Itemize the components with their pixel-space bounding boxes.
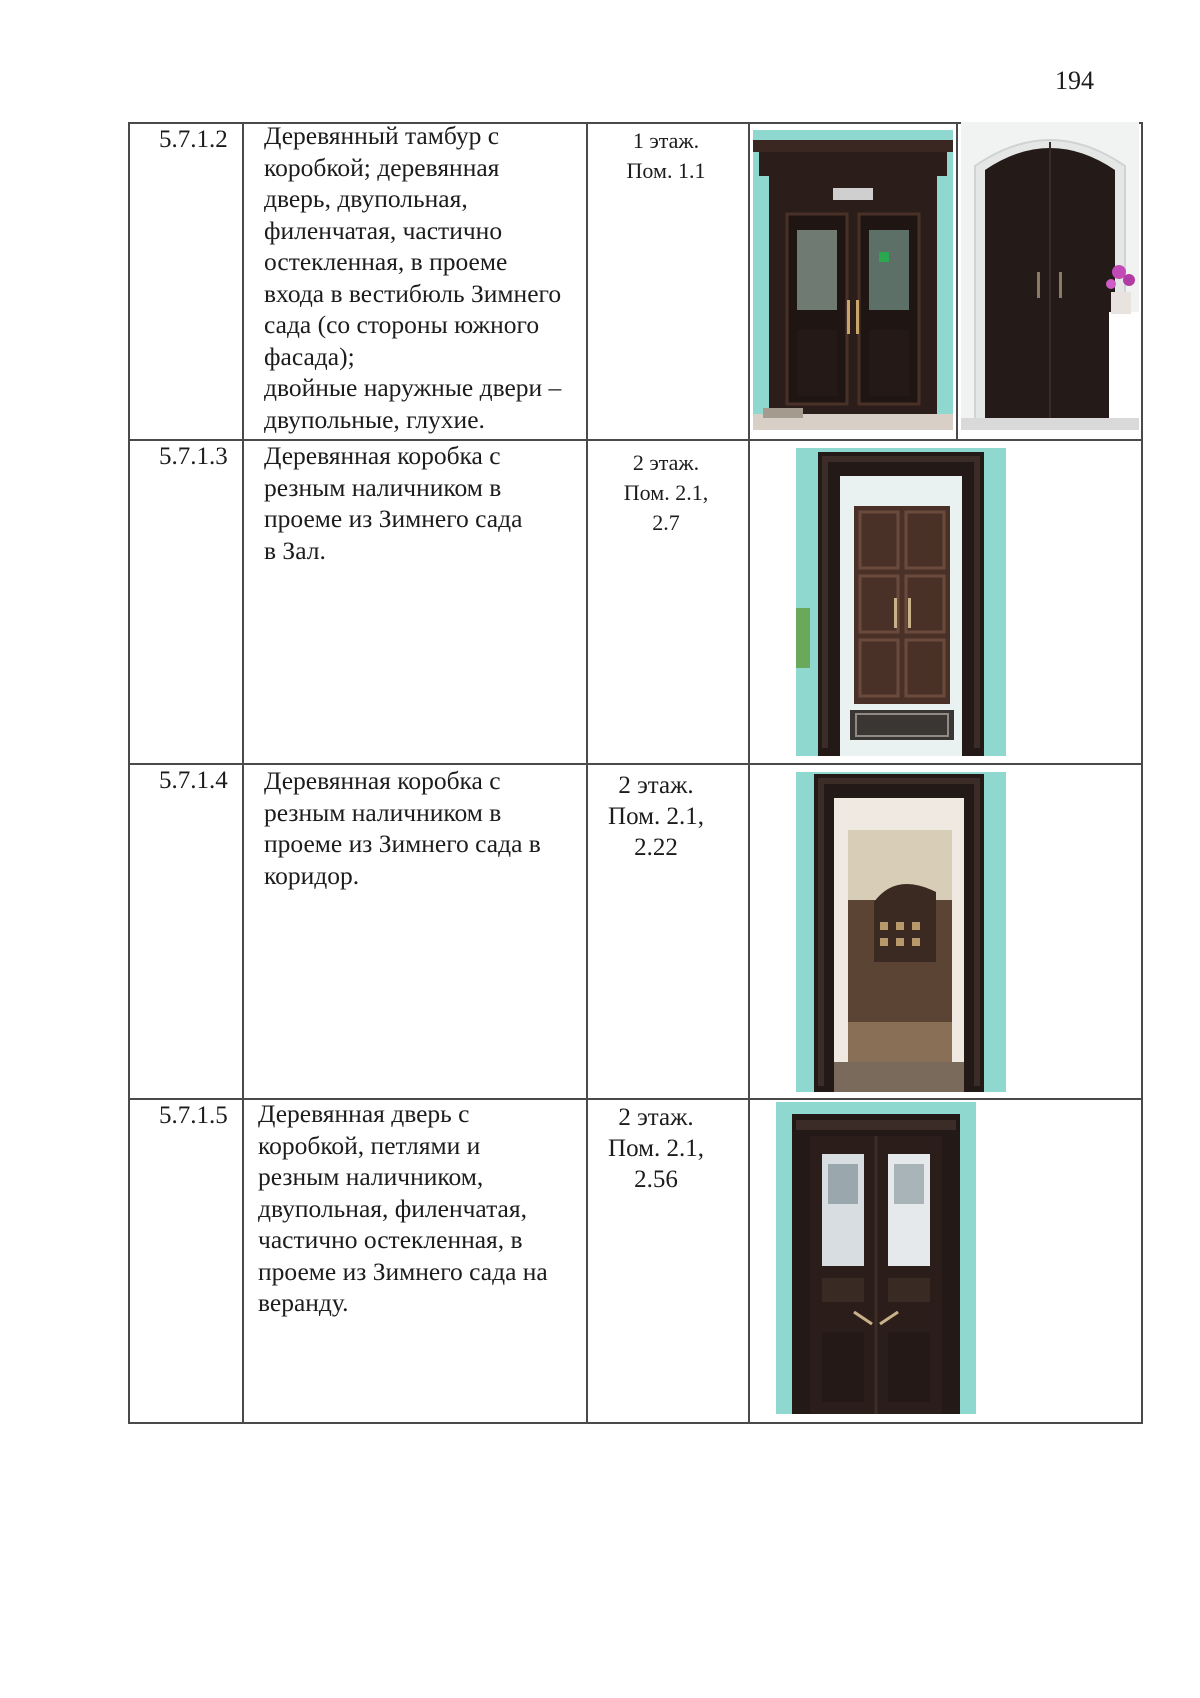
table-border-left <box>128 122 130 1424</box>
row-location: 2 этаж. Пом. 2.1, 2.22 <box>608 772 704 861</box>
row-description: Деревянная коробка с резным наличником в проеме из Зимнего сада в коридор. <box>264 766 541 890</box>
row-number: 5.7.1.4 <box>159 767 228 794</box>
row-location: 2 этаж. Пом. 2.1, 2.7 <box>623 450 709 535</box>
row-location: 2 этаж. Пом. 2.1, 2.56 <box>608 1104 704 1193</box>
column-divider <box>242 122 244 1424</box>
photo-divider <box>956 122 958 439</box>
row-number: 5.7.1.5 <box>159 1102 228 1129</box>
table-border-bottom <box>128 1422 1143 1424</box>
photo-carved-frame-hall <box>796 448 1006 756</box>
column-divider <box>748 122 750 1424</box>
inventory-table <box>128 122 1143 1424</box>
row-number: 5.7.1.3 <box>159 443 228 470</box>
row-description: Деревянная дверь с коробкой, петлями и резным наличником, двупольная, филенчатая, частично остекленная, в проеме из Зимнего сада на веранду. <box>258 1099 548 1317</box>
photo-carved-frame-corridor <box>796 772 1006 1092</box>
page-number: 194 <box>1055 66 1094 95</box>
photo-veranda-door <box>776 1102 976 1414</box>
row-number: 5.7.1.2 <box>159 126 228 153</box>
row-description: Деревянный тамбур с коробкой; деревянная дверь, двупольная, филенчатая, частично остекленная, в проеме входа в вестибюль Зимнего сада (со стороны южного фасада); двойные наружные двери – двупольные, глухие. <box>264 121 562 434</box>
row-description: Деревянная коробка с резным наличником в проеме из Зимнего сада в Зал. <box>264 441 523 565</box>
photo-outer-door <box>961 122 1139 430</box>
table-border-right <box>1141 122 1143 1424</box>
row-location: 1 этаж. Пом. 1.1 <box>626 128 706 183</box>
photo-tambour-door <box>753 130 953 430</box>
